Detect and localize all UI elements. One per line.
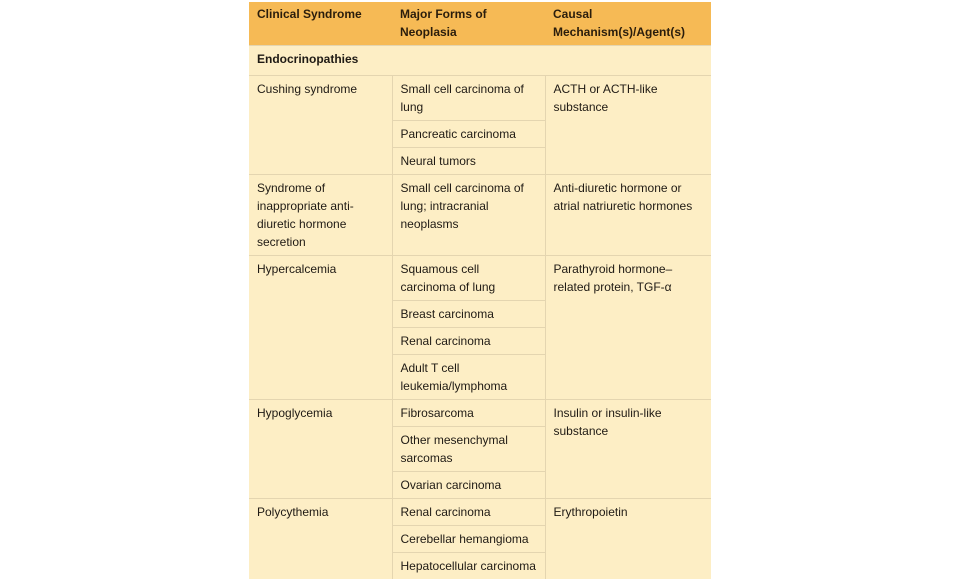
neoplasia-form-cell: Fibrosarcoma bbox=[392, 400, 545, 427]
neoplasia-form-cell: Adult T cell leukemia/lymphoma bbox=[392, 355, 545, 400]
causal-mechanism-cell: ACTH or ACTH-like substance bbox=[545, 76, 711, 175]
paraneoplastic-syndromes-table bbox=[249, 2, 711, 579]
clinical-syndrome-cell: Syndrome of inappropriate anti-diuretic hormone secretion bbox=[249, 175, 392, 256]
causal-mechanism-cell: Anti-diuretic hormone or atrial natriuretic hormones bbox=[545, 175, 711, 256]
table-row bbox=[249, 400, 711, 427]
causal-mechanism-cell: Parathyroid hormone–related protein, TGF-α bbox=[545, 256, 711, 400]
neoplasia-form-cell: Neural tumors bbox=[392, 148, 545, 175]
clinical-syndrome-cell: Cushing syndrome bbox=[249, 76, 392, 175]
table-row bbox=[249, 76, 711, 121]
header-major-forms-of-neoplasia: Major Forms of Neoplasia bbox=[392, 2, 545, 46]
clinical-syndrome-cell: Polycythemia bbox=[249, 499, 392, 579]
table-row bbox=[249, 256, 711, 301]
neoplasia-form-cell: Other mesenchymal sarcomas bbox=[392, 427, 545, 472]
neoplasia-form-cell: Squamous cell carcinoma of lung bbox=[392, 256, 545, 301]
causal-mechanism-cell: Insulin or insulin-like substance bbox=[545, 400, 711, 499]
table-row bbox=[249, 499, 711, 526]
neoplasia-form-cell: Small cell carcinoma of lung; intracranial neoplasms bbox=[392, 175, 545, 256]
clinical-syndrome-cell: Hypoglycemia bbox=[249, 400, 392, 499]
neoplasia-form-cell: Cerebellar hemangioma bbox=[392, 526, 545, 553]
neoplasia-form-cell: Pancreatic carcinoma bbox=[392, 121, 545, 148]
table-header-row bbox=[249, 2, 711, 46]
table-row bbox=[249, 175, 711, 256]
header-causal-mechanism: Causal Mechanism(s)/Agent(s) bbox=[545, 2, 711, 46]
neoplasia-form-cell: Breast carcinoma bbox=[392, 301, 545, 328]
causal-mechanism-cell: Erythropoietin bbox=[545, 499, 711, 579]
clinical-syndrome-cell: Hypercalcemia bbox=[249, 256, 392, 400]
neoplasia-form-cell: Small cell carcinoma of lung bbox=[392, 76, 545, 121]
neoplasia-form-cell: Renal carcinoma bbox=[392, 328, 545, 355]
neoplasia-form-cell: Hepatocellular carcinoma bbox=[392, 553, 545, 579]
section-title: Endocrinopathies bbox=[249, 46, 711, 76]
section-row bbox=[249, 46, 711, 76]
header-clinical-syndrome: Clinical Syndrome bbox=[249, 2, 392, 46]
neoplasia-form-cell: Ovarian carcinoma bbox=[392, 472, 545, 499]
table-body bbox=[249, 46, 711, 579]
neoplasia-form-cell: Renal carcinoma bbox=[392, 499, 545, 526]
